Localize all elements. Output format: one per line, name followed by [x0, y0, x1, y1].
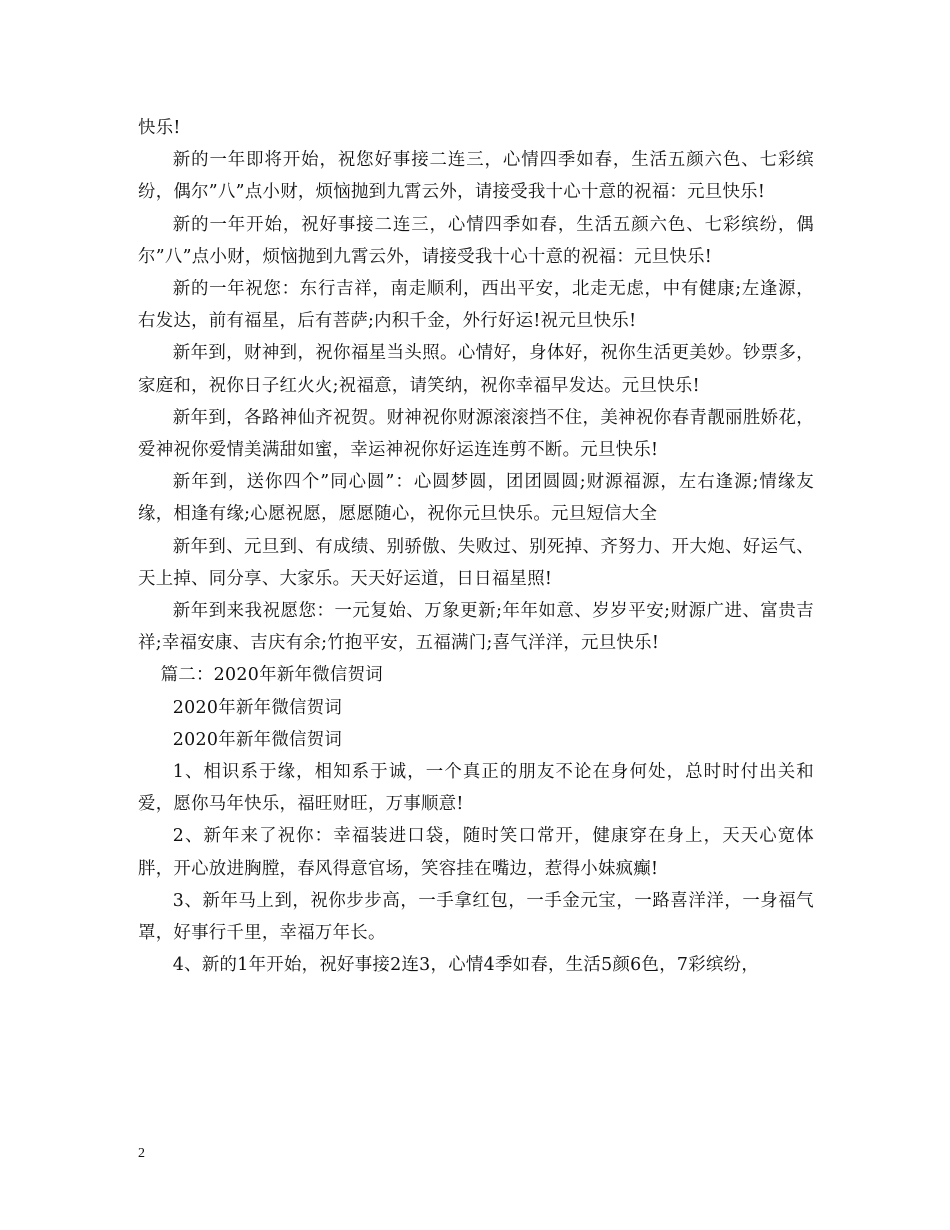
paragraph: 新年到来我祝愿您：一元复始、万象更新;年年如意、岁岁平安;财源广进、富贵吉祥;幸福安康、吉庆有余;竹抱平安，五福满门;喜气洋洋，元旦快乐!: [138, 601, 814, 654]
paragraph: 2、新年来了祝你：幸福装进口袋，随时笑口常开，健康穿在身上，天天心宽体胖，开心放进胸膛，春风得意官场，笑容挂在嘴边，惹得小妹疯癫!: [138, 826, 814, 879]
paragraph: 新年到，财神到，祝你福星当头照。心情好，身体好，祝你生活更美妙。钞票多，家庭和，祝你日子红火火;祝福意，请笑纳，祝你幸福早发达。元旦快乐!: [138, 343, 814, 396]
paragraph: 新年到，送你四个”同心圆”：心圆梦圆，团团圆圆;财源福源，左右逢源;情缘友缘，相逢有缘;心愿祝愿，愿愿随心，祝你元旦快乐。元旦短信大全: [138, 472, 814, 525]
paragraph: 4、新的1年开始，祝好事接2连3，心情4季如春，生活5颜6色，7彩缤纷，: [172, 955, 760, 976]
paragraph: 新的一年开始，祝好事接二连三，心情四季如春，生活五颜六色、七彩缤纷，偶尔”八”点小财，烦恼抛到九霄云外，请接受我十心十意的祝福：元旦快乐!: [138, 214, 814, 267]
paragraph: 2020年新年微信贺词: [172, 729, 343, 750]
paragraph: 快乐!: [138, 118, 181, 138]
paragraph: 2020年新年微信贺词: [172, 697, 343, 718]
paragraph: 新年到，各路神仙齐祝贺。财神祝你财源滚滚挡不住，美神祝你春青靓丽胜娇花，爱神祝你爱情美满甜如蜜，幸运神祝你好运连连剪不断。元旦快乐!: [138, 407, 814, 461]
paragraph: 新年到、元旦到、有成绩、别骄傲、失败过、别死掉、齐努力、开大炮、好运气、天上掉、同分享、大家乐。天天好运道，日日福星照!: [138, 536, 814, 589]
page-number: 2: [138, 1146, 145, 1161]
paragraph: 3、新年马上到，祝你步步高，一手拿红包，一手金元宝，一路喜洋洋，一身福气罩，好事行千里，幸福万年长。: [138, 890, 814, 944]
document-body: [138, 112, 814, 981]
paragraph: 新的一年祝您：东行吉祥，南走顺利，西出平安，北走无虑，中有健康;左逢源，右发达，前有福星，后有菩萨;内积千金，外行好运!祝元旦快乐!: [138, 279, 814, 332]
paragraph: 1、相识系于缘，相知系于诚，一个真正的朋友不论在身何处，总时时付出关和爱，愿你马年快乐，福旺财旺，万事顺意!: [138, 762, 814, 815]
section-heading: 篇二：2020年新年微信贺词: [160, 665, 383, 686]
paragraph: 新的一年即将开始，祝您好事接二连三，心情四季如春，生活五颜六色、七彩缤纷，偶尔”八”点小财，烦恼抛到九霄云外，请接受我十心十意的祝福：元旦快乐!: [138, 150, 814, 203]
